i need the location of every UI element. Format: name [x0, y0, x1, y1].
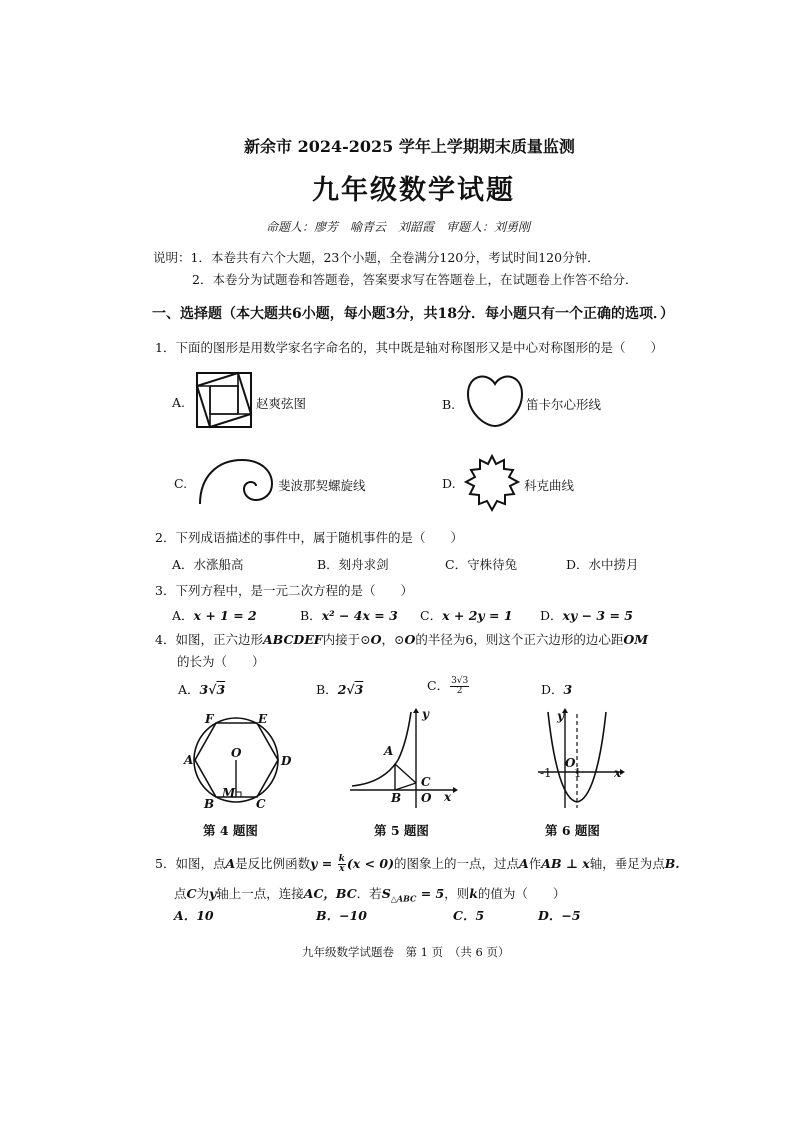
fig4-label-a: A — [184, 753, 194, 767]
q4-option-d — [541, 680, 572, 698]
fig5-label-o: O — [421, 791, 432, 805]
fibonacci-spiral-figure — [196, 456, 276, 506]
q4-option-d-value: 3 — [563, 682, 573, 697]
q4-option-a-radicand: 3 — [216, 682, 226, 697]
exam-subtitle: 新余市 2024-2025 学年上学期期末质量监测 — [244, 137, 575, 156]
q5-text-h: 轴上一点，连接 — [216, 886, 304, 901]
page-title: 九年级数学试题 — [312, 175, 515, 206]
q5-text-f: 点 — [174, 886, 187, 901]
q5-text-g: 为 — [196, 886, 209, 901]
q4-option-d-letter: D． — [541, 682, 564, 697]
q4-option-b-sqrt: √ — [346, 682, 355, 697]
q5-point-a-2: A — [519, 856, 529, 871]
question-1-stem: 1．下面的图形是用数学家名字命名的，其中既是轴对称图形又是中心对称图形的是（ ） — [155, 340, 663, 355]
fig4-label-m: M — [222, 786, 236, 800]
q5-text-a: 5．如图，点 — [155, 856, 226, 871]
q4-option-c-letter: C． — [427, 678, 450, 693]
q1-option-d-label: 科克曲线 — [524, 478, 575, 493]
q5-fraction — [338, 855, 346, 874]
q1-option-b-label: 笛卡尔心形线 — [526, 397, 602, 412]
q5-s: S — [381, 886, 391, 901]
q2-option-b: B．刻舟求剑 — [317, 557, 389, 572]
fig4-label-c: C — [256, 797, 266, 811]
q5-k: k — [469, 886, 478, 901]
q3-option-d — [540, 606, 633, 624]
q5-text-e: 轴，垂足为点 — [589, 856, 665, 871]
q3-option-a-expr: x + 1 = 2 — [193, 608, 257, 623]
q4-circle-o-2: O — [404, 632, 416, 647]
q4-option-c-denominator: 2 — [456, 686, 463, 696]
q1-option-a-label: 赵爽弦图 — [256, 396, 307, 411]
q4-option-a-coef: 3 — [199, 682, 209, 697]
q3-option-a — [172, 606, 257, 624]
q1-option-a-letter: A. — [172, 395, 186, 410]
fig6-label-y: y — [557, 709, 564, 723]
fig6-label-1: 1 — [574, 766, 582, 780]
cardioid-figure — [466, 372, 524, 428]
q5-option-c: C．5 — [453, 908, 485, 923]
q4-text-d: 的半径为6，则这个正六边形的边心距 — [415, 632, 624, 647]
q5-denominator: x — [339, 864, 345, 874]
question-5-stem-line-2 — [174, 884, 565, 904]
q3-option-d-letter: D． — [540, 608, 563, 623]
fig5-label-x: x — [444, 790, 452, 804]
question-4-stem-line-1 — [155, 630, 648, 648]
q5-option-a: A．10 — [174, 908, 214, 923]
figure-4-caption: 第 4 题图 — [203, 823, 258, 838]
q5-point-a: A — [225, 856, 236, 871]
q2-option-a: A．水涨船高 — [172, 557, 244, 572]
fig5-label-y: y — [422, 707, 429, 721]
fig4-label-o: O — [231, 746, 242, 760]
q1-option-b-letter: B. — [442, 397, 456, 412]
q5-text-d: 作 — [528, 856, 542, 871]
fig4-label-e: E — [258, 712, 268, 726]
q5-condition: (x < 0) — [346, 856, 395, 871]
instruction-line-2: 2．本卷分为试题卷和答题卷，答案要求写在答题卷上，在试题卷上作答不给分． — [192, 272, 638, 287]
q4-option-b — [316, 680, 363, 698]
q4-option-a — [178, 680, 225, 698]
q4-om: OM — [623, 632, 649, 647]
q3-option-b-expr: x² − 4x = 3 — [321, 608, 398, 623]
q5-text-k: 的值为（ ） — [477, 886, 566, 901]
figure-6-parabola — [536, 708, 626, 810]
fig5-label-b: B — [391, 791, 402, 805]
fig6-label-neg1: -1 — [540, 766, 552, 780]
q4-option-c-numerator: 3√3 — [451, 676, 469, 686]
q4-hexagon-name: ABCDEF — [262, 632, 323, 647]
figure-4-hexagon — [182, 710, 292, 810]
fig4-label-b: B — [204, 797, 215, 811]
fig4-label-d: D — [281, 754, 292, 768]
q2-option-d: D．水中捞月 — [566, 557, 639, 572]
question-3-stem: 3．下列方程中，是一元二次方程的是（ ） — [155, 583, 413, 598]
question-5-stem-line-1 — [155, 854, 680, 874]
question-4-stem-line-2: 的长为（ ） — [177, 654, 265, 669]
fig4-label-f: F — [205, 712, 214, 726]
q4-option-b-coef: 2 — [337, 682, 347, 697]
q4-text-b: 内接于⊙ — [322, 632, 371, 647]
q3-option-c-letter: C． — [420, 608, 443, 623]
q4-text-a: 4．如图，正六边形 — [155, 632, 263, 647]
q3-option-c-expr: x + 2y = 1 — [442, 608, 513, 623]
q5-ac-bc: AC，BC — [303, 886, 357, 901]
q5-point-c: C — [186, 886, 197, 901]
q3-option-a-letter: A． — [172, 608, 194, 623]
question-2-stem: 2．下列成语描述的事件中，属于随机事件的是（ ） — [155, 530, 463, 545]
fig5-label-c: C — [421, 775, 431, 789]
q5-equals: = — [317, 856, 337, 871]
q4-text-c: ，⊙ — [381, 632, 405, 647]
q5-text-i: ．若 — [356, 886, 382, 901]
authors-line: 命题人：廖芳 喻青云 刘韶霞 审题人：刘勇刚 — [266, 220, 531, 234]
koch-snowflake-figure — [462, 454, 522, 514]
fig6-label-x: x — [614, 766, 622, 780]
q4-option-c — [427, 676, 470, 696]
q5-text-c: 的图象上的一点，过点 — [394, 856, 520, 871]
fig6-label-o: O — [565, 756, 576, 770]
q4-option-b-radicand: 3 — [354, 682, 364, 697]
q4-option-a-sqrt: √ — [208, 682, 217, 697]
page-footer: 九年级数学试题卷 第 1 页 （共 6 页） — [302, 945, 510, 959]
q5-s-val: = 5 — [416, 886, 445, 901]
q4-option-a-letter: A． — [178, 682, 200, 697]
q3-option-d-expr: xy − 3 = 5 — [562, 608, 633, 623]
q5-perp: AB ⊥ x — [541, 856, 590, 871]
q5-option-b: B．−10 — [316, 908, 367, 923]
q5-option-d: D．−5 — [538, 908, 581, 923]
q1-option-c-letter: C. — [174, 476, 188, 491]
q5-text-j: ，则 — [444, 886, 470, 901]
q4-circle-o-1: O — [370, 632, 382, 647]
figure-6-caption: 第 6 题图 — [545, 823, 600, 838]
q3-option-b-letter: B． — [300, 608, 322, 623]
q3-option-b — [300, 606, 398, 624]
q2-option-c: C．守株待兔 — [445, 557, 518, 572]
q5-text-b: 是反比例函数 — [235, 856, 311, 871]
q4-option-c-fraction — [450, 677, 469, 696]
figure-5-caption: 第 5 题图 — [374, 823, 429, 838]
q5-y-axis: y — [208, 886, 217, 901]
q5-s-sub: △ABC — [390, 893, 417, 904]
instruction-line-1: 说明：1．本卷共有六个大题，23个小题，全卷满分120分，考试时间120分钟． — [153, 250, 600, 265]
zhao-shuang-figure — [196, 372, 252, 428]
q5-y: y — [310, 856, 318, 871]
q4-option-b-letter: B． — [316, 682, 338, 697]
q5-point-b: B. — [664, 856, 680, 871]
q1-option-c-label: 斐波那契螺旋线 — [278, 478, 366, 493]
figure-5-reciprocal — [348, 708, 458, 810]
q3-option-c — [420, 606, 513, 624]
q5-numerator: k — [338, 854, 345, 864]
section-heading: 一、选择题（本大题共6小题，每小题3分，共18分．每小题只有一个正确的选项．） — [152, 306, 674, 322]
q1-option-d-letter: D. — [442, 476, 456, 491]
fig5-label-a: A — [384, 744, 394, 758]
